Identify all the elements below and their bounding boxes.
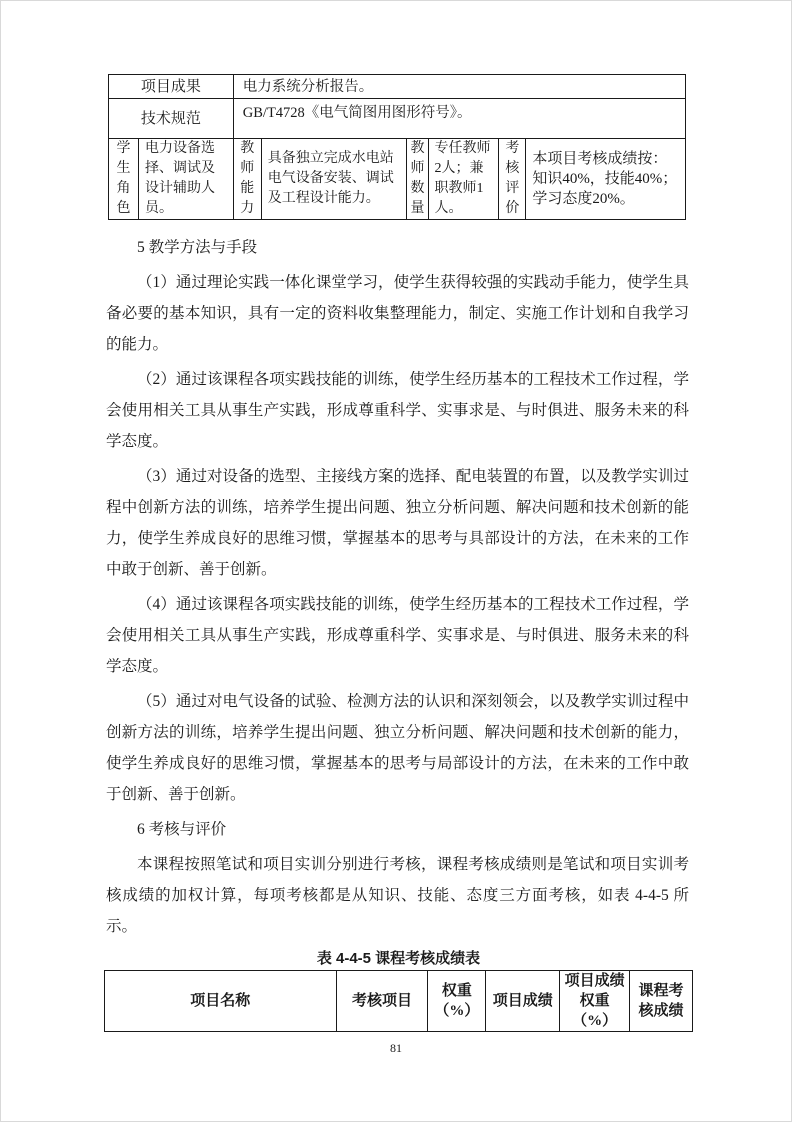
- technical-standard-value: GB/T4728《电气简图用图形符号》。: [234, 99, 686, 139]
- column-header-project-score: 项目成绩: [486, 971, 560, 1032]
- teacher-count-value: 专任教师2人；兼职教师1人。: [429, 139, 499, 220]
- technical-standard-label: 技术规范: [109, 99, 234, 139]
- student-role-value: 电力设备选择、调试及设计辅助人员。: [139, 139, 234, 220]
- score-table-caption: 表 4-4-5 课程考核成绩表: [316, 950, 481, 967]
- student-role-header: 学生角色: [109, 139, 139, 220]
- column-header-project-score-weight: 项目成绩权重（%）: [560, 971, 630, 1032]
- teacher-count-header: 教师数量: [407, 139, 430, 220]
- score-table: [104, 970, 693, 1032]
- section-6-heading: 6 考核与评价: [137, 821, 227, 838]
- project-result-value: 电力系统分析报告。: [234, 75, 686, 99]
- column-header-course-score: 课程考核成绩: [630, 971, 693, 1032]
- section-5-paragraph-2: （2）通过该课程各项实践技能的训练，使学生经历基本的工程技术工作过程，学会使用相关工具从事生产实践，形成尊重科学、实事求是、与时俱进、服务未来的科学态度。: [106, 371, 689, 450]
- assessment-header: 考核评价: [499, 139, 526, 220]
- project-result-label: 项目成果: [109, 75, 234, 99]
- section-5-paragraph-3: （3）通过对设备的选型、主接线方案的选择、配电装置的布置，以及教学实训过程中创新方法的训练，培养学生提出问题、独立分析问题、解决问题和技术创新的能力，使学生养成良好的思维习惯，掌握基本的思考与具部设计的方法，在未来的工作中敢于创新、善于创新。: [106, 468, 689, 578]
- section-5-paragraph-4: （4）通过该课程各项实践技能的训练，使学生经历基本的工程技术工作过程，学会使用相关工具从事生产实践，形成尊重科学、实事求是、与时俱进、服务未来的科学态度。: [106, 596, 689, 675]
- section-5-heading: 5 教学方法与手段: [137, 239, 258, 256]
- assessment-value: 本项目考核成绩按：知识40%，技能40%；学习态度20%。: [526, 139, 686, 220]
- column-header-project-name: 项目名称: [105, 971, 337, 1032]
- table-row: [109, 99, 686, 139]
- teacher-ability-header: 教师能力: [234, 139, 262, 220]
- section-6-paragraph: 本课程按照笔试和项目实训分别进行考核，课程考核成绩则是笔试和项目实训考核成绩的加权计算，每项考核都是从知识、技能、态度三方面考核，如表 4-4-5 所示。: [106, 856, 689, 935]
- section-5-paragraph-5: （5）通过对电气设备的试验、检测方法的认识和深刻领会，以及教学实训过程中创新方法的训练，培养学生提出问题、独立分析问题、解决问题和技术创新的能力，使学生养成良好的思维习惯，掌握基本的思考与局部设计的方法，在未来的工作中敢于创新、善于创新。: [106, 693, 689, 803]
- column-header-weight: 权重（%）: [428, 971, 486, 1032]
- page-number: 81: [390, 1041, 402, 1055]
- teacher-ability-value: 具备独立完成水电站电气设备安装、调试及工程设计能力。: [262, 139, 407, 220]
- table-row: [109, 75, 686, 99]
- document-body: [106, 232, 689, 946]
- section-5-paragraph-1: （1）通过理论实践一体化课堂学习，使学生获得较强的实践动手能力，使学生具备必要的基本知识，具有一定的资料收集整理能力，制定、实施工作计划和自我学习的能力。: [106, 274, 689, 353]
- project-info-table: [108, 74, 686, 220]
- table-row: [109, 139, 686, 220]
- column-header-assessment-item: 考核项目: [337, 971, 429, 1032]
